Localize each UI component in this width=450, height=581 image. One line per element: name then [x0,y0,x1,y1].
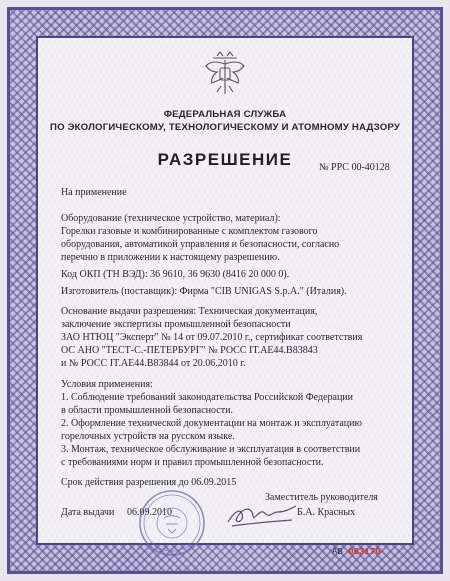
basis-line: заключение экспертизы промышленной безопасности [61,319,291,330]
equipment-line: Оборудование (техническое устройство, материал): [61,213,281,224]
basis-line: и № РОСС IT.AE44.B83844 от 20.06.2010 г. [61,358,246,369]
basis-line: Основание выдачи разрешения: Техническая документация, [61,306,318,317]
equipment-line: перечню в приложении к настоящему разрешению. [61,252,280,263]
signatory-name: Б.А. Красных [297,507,356,518]
condition-line: 3. Монтаж, техническое обслуживание и эксплуатация в соответствии [61,444,361,455]
condition-line: 1. Соблюдение требований законодательства Российской Федерации [61,392,354,403]
coat-of-arms-icon [203,50,247,96]
agency-name-line1: ФЕДЕРАЛЬНАЯ СЛУЖБА [163,109,287,120]
document-title: РАЗРЕШЕНИЕ [157,150,293,169]
basis-line: ОС АНО "ТЕСТ-С.-ПЕТЕРБУРГ" № РОСС IT.AE44.B83843 [61,345,318,356]
equipment-line: Горелки газовые и комбинированные с комплектом газового [61,226,318,237]
condition-line: в области промышленной безопасности. [61,405,233,416]
issue-date-label: Дата выдачи [61,507,115,518]
basis-line: ЗАО НТЮЦ "Эксперт" № 14 от 09.07.2010 г., сертификат соответствия [61,332,363,343]
equipment-line: оборудования, автоматикой управления и безопасности, согласно [61,239,340,250]
agency-name-line2: ПО ЭКОЛОГИЧЕСКОМУ, ТЕХНОЛОГИЧЕСКОМУ И АТОМНОМУ НАДЗОРУ [49,122,401,133]
conditions-heading: Условия применения: [61,379,153,390]
manufacturer: Изготовитель (поставщик): Фирма "CIB UNIGAS S.p.A." (Италия). [61,286,347,297]
form-serial-number [332,547,381,557]
issue-date: 06.09.2010 [127,507,172,518]
purpose-label: На применение [61,187,127,198]
condition-line: горелочных устройств на русском языке. [61,431,235,442]
official-seal-icon [137,488,207,558]
condition-line: с требованиями норм и правил промышленной безопасности. [61,457,324,468]
serial-number: 063170 [348,547,381,557]
serial-series: АВ [332,547,343,557]
validity-period: Срок действия разрешения до 06.09.2015 [61,477,237,488]
okp-code: Код ОКП (ТН ВЭД): 36 9610, 36 9630 (8416 20 000 0). [61,269,290,280]
permit-number: № РРС 00-40128 [319,162,390,173]
condition-line: 2. Оформление технической документации на монтаж и эксплуатацию [61,418,362,429]
handwritten-signature-icon [226,500,300,530]
deputy-title: Заместитель руководителя [265,492,378,503]
